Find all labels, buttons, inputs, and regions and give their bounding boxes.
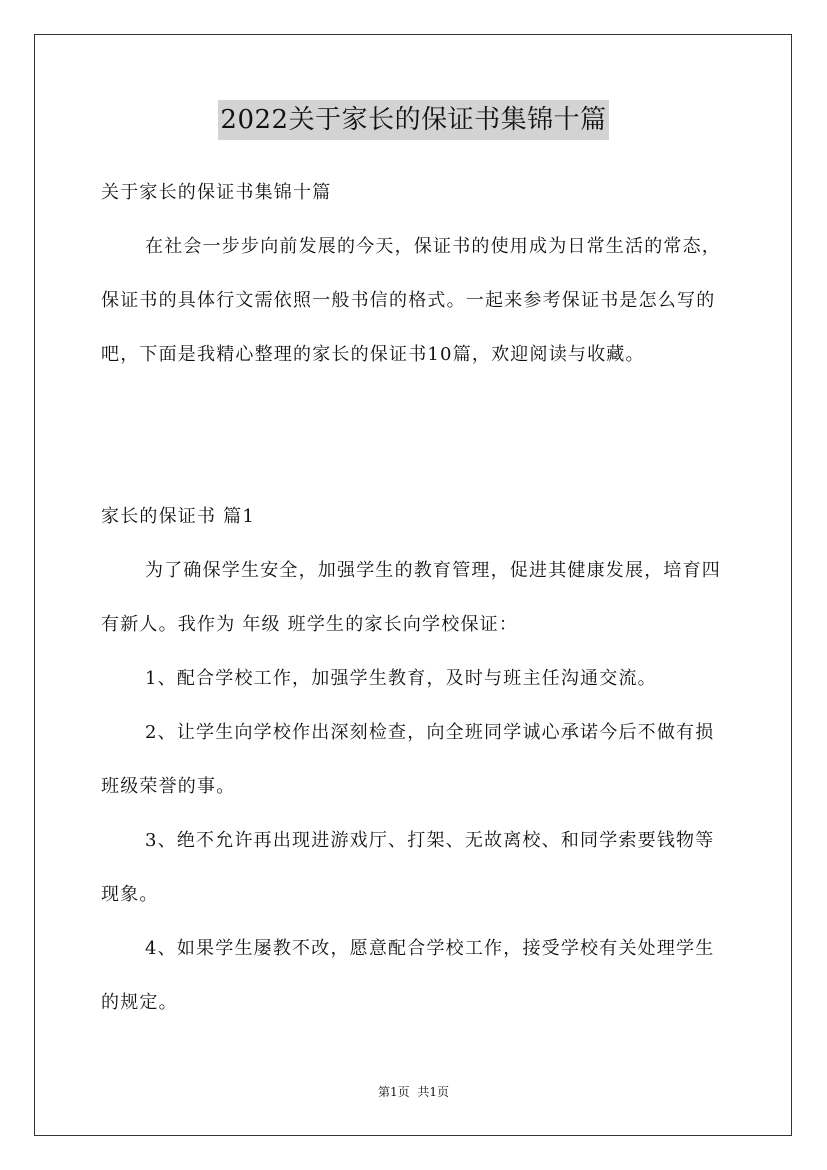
page-total: 共1页 bbox=[417, 1085, 450, 1099]
intro-heading: 关于家长的保证书集锦十篇 bbox=[101, 182, 332, 203]
intro-paragraph: 在社会一步步向前发展的今天，保证书的使用成为日常生活的常态，保证书的具体行文需依照一般书信的格式。一起来参考保证书是怎么写的吧，下面是我精心整理的家长的保证书10篇，欢迎阅读与收藏。 bbox=[101, 236, 721, 365]
page-number: 第1页 bbox=[377, 1085, 410, 1099]
list-item: 1、配合学校工作，加强学生教育，及时与班主任沟通交流。 bbox=[145, 668, 657, 689]
document-title: 2022关于家长的保证书集锦十篇 bbox=[218, 100, 608, 140]
list-item: 4、如果学生屡教不改，愿意配合学校工作，接受学校有关处理学生的规定。 bbox=[101, 938, 715, 1013]
title-container bbox=[0, 100, 827, 140]
page-footer bbox=[0, 1084, 827, 1100]
section-paragraph: 为了确保学生安全，加强学生的教育管理，促进其健康发展，培育四有新人。我作为 年级 班学生的家长向学校保证： bbox=[101, 560, 721, 635]
list-item: 3、绝不允许再出现进游戏厅、打架、无故离校、和同学索要钱物等现象。 bbox=[101, 830, 715, 905]
section-heading: 家长的保证书 篇1 bbox=[101, 506, 255, 527]
list-item: 2、让学生向学校作出深刻检查，向全班同学诚心承诺今后不做有损班级荣誉的事。 bbox=[101, 722, 715, 797]
